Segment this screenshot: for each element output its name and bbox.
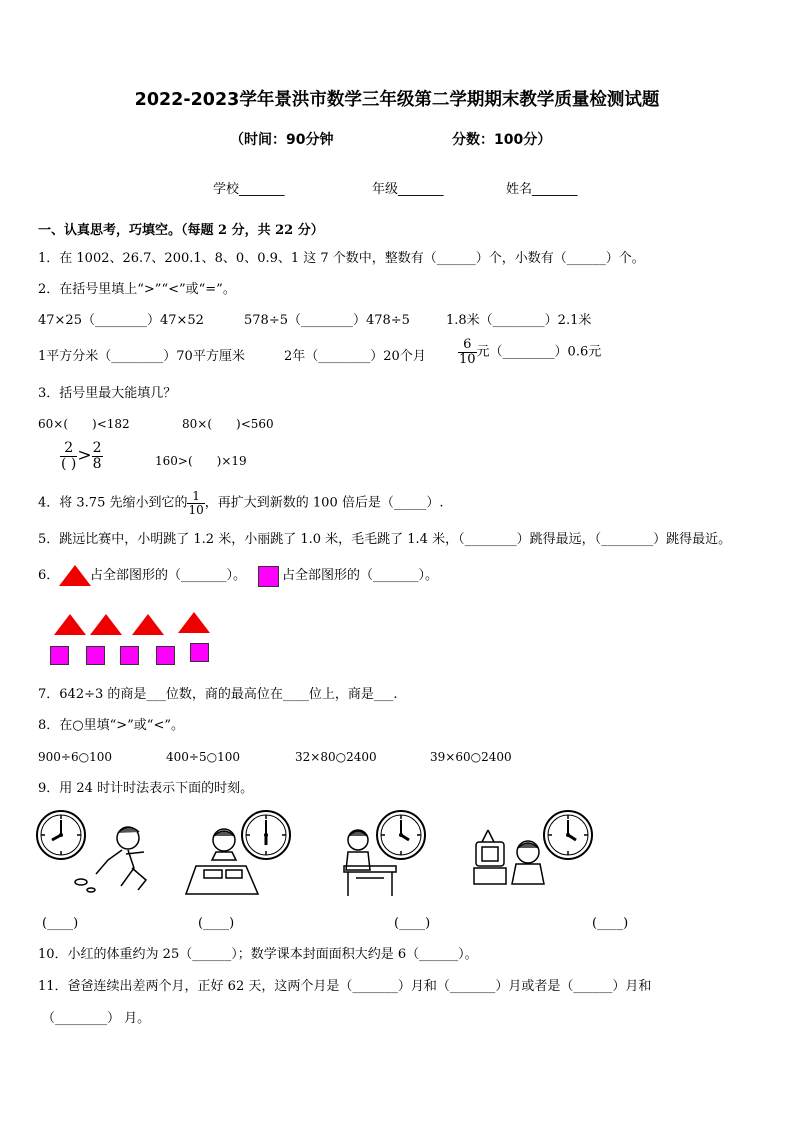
clock-icon bbox=[37, 811, 85, 859]
question-10: 10．小红的体重约为 25（______）；数学课本封面面积大约是 6（______）。 bbox=[38, 947, 478, 962]
q2-item-e: 2年（________）20个月 bbox=[284, 349, 426, 364]
triangle-shape bbox=[90, 614, 122, 635]
triangle-shape bbox=[178, 612, 210, 633]
question-6-number: 6． bbox=[38, 568, 60, 583]
q2-item-f: $\frac{6}{10}$ 元（________）0.6元 bbox=[459, 337, 602, 367]
question-9-text: 9．用 24 时计时法表示下面的时刻。 bbox=[38, 781, 254, 796]
q6-triangle-text: 占全部图形的（_______）。 bbox=[90, 568, 247, 583]
time-limit: （时间：90分钟 bbox=[230, 132, 334, 148]
q2-item-c: 1.8米（________）2.1米 bbox=[446, 313, 592, 328]
section-heading: 一、认真思考，巧填空。（每题 2 分，共 22 分） bbox=[38, 223, 324, 238]
clock-icon bbox=[242, 811, 290, 859]
q8-item-a: 900÷6○100 bbox=[38, 750, 112, 764]
q2-item-b: 578÷5（________）478÷5 bbox=[244, 313, 410, 328]
q9-pictures bbox=[36, 808, 596, 900]
triangle-shape bbox=[54, 614, 86, 635]
q3-item-a: 60×( )<182 bbox=[38, 417, 130, 431]
school-field[interactable]: 学校_______ bbox=[213, 182, 285, 197]
q9-answer-4[interactable]: (____) bbox=[592, 916, 629, 931]
page-title: 2022-2023学年景洪市数学三年级第二学期期末教学质量检测试题 bbox=[134, 90, 660, 110]
question-2-text: 2．在括号里填上“>”“<”或“=”。 bbox=[38, 282, 236, 297]
triangle-shape bbox=[132, 614, 164, 635]
total-score: 分数：100分） bbox=[452, 132, 552, 148]
question-3-text: 3．括号里最大能填几？ bbox=[38, 386, 177, 401]
question-4: 4．将 3.75 先缩小到它的 $\frac{1}{10}$ ，再扩大到新数的 100 倍后是（_____）. bbox=[38, 489, 444, 517]
q9-answer-1[interactable]: (____) bbox=[42, 916, 79, 931]
q6-square-text: 占全部图形的（_______）。 bbox=[282, 568, 439, 583]
q3-item-b: 80×( )<560 bbox=[182, 417, 274, 431]
fraction: $\frac{6}{10}$ bbox=[459, 337, 476, 367]
q2-item-d: 1平方分米（________）70平方厘米 bbox=[38, 349, 245, 364]
q9-answer-3[interactable]: (____) bbox=[394, 916, 431, 931]
q2-item-a: 47×25（________）47×52 bbox=[38, 313, 204, 328]
grade-field[interactable]: 年级_______ bbox=[372, 182, 444, 197]
square-shape bbox=[86, 646, 105, 665]
q9-answer-2[interactable]: (____) bbox=[198, 916, 235, 931]
q3-item-c: $\frac{2}{( )}$ > $\frac{2}{8}$ bbox=[61, 440, 102, 472]
question-1: 1．在 1002、26.7、200.1、8、0、0.9、1 这 7 个数中，整数有（______）个，小数有（______）个。 bbox=[38, 251, 645, 266]
red-triangle-icon bbox=[59, 565, 91, 586]
tv-watching-child-figure bbox=[474, 830, 544, 884]
q8-item-d: 39×60○2400 bbox=[430, 750, 512, 764]
question-7: 7．642÷3 的商是___位数，商的最高位在____位上，商是___. bbox=[38, 687, 398, 702]
name-field[interactable]: 姓名_______ bbox=[506, 182, 578, 197]
square-shape bbox=[50, 646, 69, 665]
question-8-text: 8．在○里填“>”或“<”。 bbox=[38, 718, 184, 733]
q8-item-c: 32×80○2400 bbox=[295, 750, 377, 764]
question-11-line-1: 11．爸爸连续出差两个月，正好 62 天，这两个月是（_______）月和（_______）月或者是（______）月和 bbox=[38, 979, 652, 994]
question-5: 5．跳远比赛中，小明跳了 1.2 米，小丽跳了 1.0 米，毛毛跳了 1.4 米，（________）跳得最远，（________）跳得最近。 bbox=[38, 532, 732, 547]
clock-icon bbox=[377, 811, 425, 859]
magenta-square-icon bbox=[258, 566, 279, 587]
question-11-line-2: （________） 月。 bbox=[42, 1011, 151, 1026]
square-shape bbox=[190, 643, 209, 662]
q3-item-d: 160>( )×19 bbox=[155, 454, 247, 468]
square-shape bbox=[120, 646, 139, 665]
square-shape bbox=[156, 646, 175, 665]
clock-icon bbox=[544, 811, 592, 859]
q8-item-b: 400÷5○100 bbox=[166, 750, 240, 764]
